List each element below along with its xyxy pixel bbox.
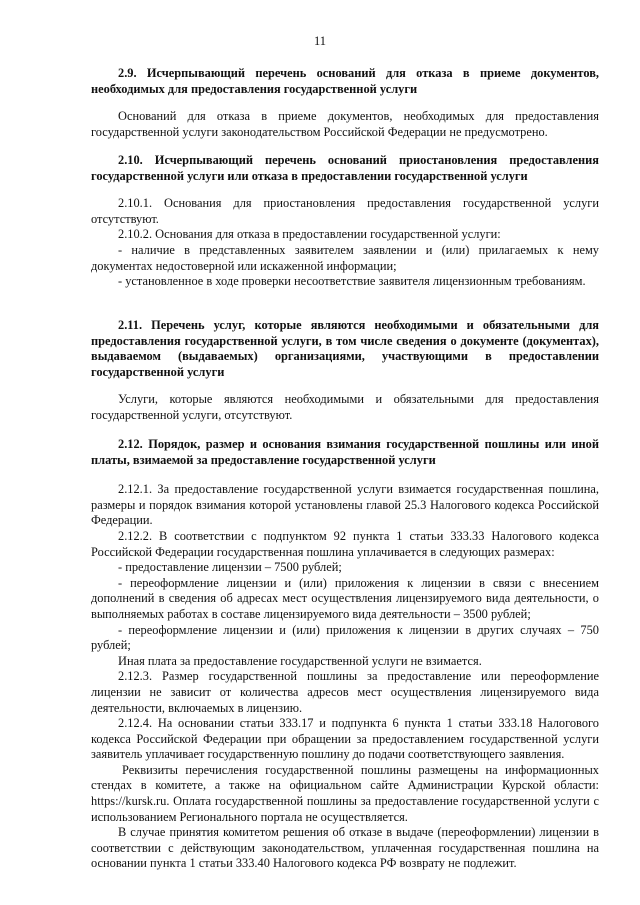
section-2-12-p4: - переоформление лицензии и (или) приложения к лицензии в связи с внесением дополнений в сведения об адресах мест осуществления лицензируемого вида деятельности, о выполняемых работах в составе лицензируемого вида деятельности – 3500 рублей; bbox=[91, 575, 599, 621]
section-2-10-p1: 2.10.1. Основания для приостановления предоставления государственной услуги отсутствуют. bbox=[91, 196, 599, 226]
section-2-10-heading: 2.10. Исчерпывающий перечень оснований приостановления предоставления государственной услуги или отказа в предоставлении государственной услуги bbox=[91, 153, 599, 183]
section-2-11-text: Услуги, которые являются необходимыми и обязательными для предоставления государственной услуги, отсутствуют. bbox=[91, 392, 599, 422]
section-2-12-p10: В случае принятия комитетом решения об отказе в выдаче (переоформлении) лицензии в соответствии с действующим законодательством, уплаченная государственная пошлина на основании пункта 1 статьи 333.40 Налогового кодекса РФ возврату не подлежит. bbox=[91, 825, 599, 871]
page-number: 11 bbox=[313, 34, 327, 48]
section-2-9 bbox=[91, 66, 599, 140]
section-2-12-heading: 2.12. Порядок, размер и основания взимания государственной пошлины или иной платы, взимаемой за предоставление государственной услуги bbox=[91, 437, 599, 467]
section-2-10 bbox=[91, 153, 599, 290]
section-2-10-p2: 2.10.2. Основания для отказа в предоставлении государственной услуги: bbox=[118, 227, 501, 242]
section-2-12-p2: 2.12.2. В соответствии с подпунктом 92 пункта 1 статьи 333.33 Налогового кодекса Российской Федерации государственная пошлина уплачивается в следующих размерах: bbox=[91, 528, 599, 559]
section-2-10-p4: - установленное в ходе проверки несоответствие заявителя лицензионным требованиям. bbox=[118, 274, 586, 289]
section-2-11 bbox=[91, 318, 599, 424]
section-2-12-p6: Иная плата за предоставление государственной услуги не взимается. bbox=[118, 653, 482, 668]
section-2-12 bbox=[91, 437, 599, 872]
section-2-12-p5: - переоформление лицензии и (или) приложения к лицензии в других случаях – 750 рублей; bbox=[91, 622, 599, 653]
section-2-12-p8: 2.12.4. На основании статьи 333.17 и подпункта 6 пункта 1 статьи 333.18 Налогового кодекса Российской Федерации при обращении за предоставлением государственной услуги заявитель уплачивает государственную пошлину до подачи соответствующего заявления. bbox=[91, 716, 599, 762]
section-2-9-text: Оснований для отказа в приеме документов, необходимых для предоставления государственной услуги законодательством Российской Федерации не предусмотрено. bbox=[91, 109, 599, 139]
section-2-9-heading: 2.9. Исчерпывающий перечень оснований для отказа в приеме документов, необходимых для предоставления государственной услуги bbox=[91, 66, 599, 96]
section-2-12-p7: 2.12.3. Размер государственной пошлины за предоставление или переоформление лицензии не зависит от количества адресов мест осуществления лицензируемого вида деятельности, включаемых в лицензию. bbox=[91, 669, 599, 715]
section-2-10-p3: - наличие в представленных заявителем заявлении и (или) прилагаемых к нему документах недостоверной или искаженной информации; bbox=[91, 242, 599, 273]
section-2-11-heading: 2.11. Перечень услуг, которые являются необходимыми и обязательными для предоставления государственной услуги, в том числе сведения о документе (документах), выдаваемом (выдаваемых) организациями, участвующими в предоставлении государственной услуги bbox=[91, 318, 599, 379]
section-2-12-p3: - предоставление лицензии – 7500 рублей; bbox=[118, 560, 342, 575]
section-2-12-p1: 2.12.1. За предоставление государственной услуги взимается государственная пошлина, размеры и порядок взимания которой установлены главой 25.3 Налогового кодекса Российской Федерации. bbox=[91, 482, 599, 528]
section-2-12-p9: Реквизиты перечисления государственной пошлины размещены на информационных стендах в комитете, а также на официальном сайте Администрации Курской области: https://kursk.ru. Оплата государственной пошлины за предоставление государственной услуги с использованием Регионального портала не осуществляется. bbox=[91, 762, 599, 824]
